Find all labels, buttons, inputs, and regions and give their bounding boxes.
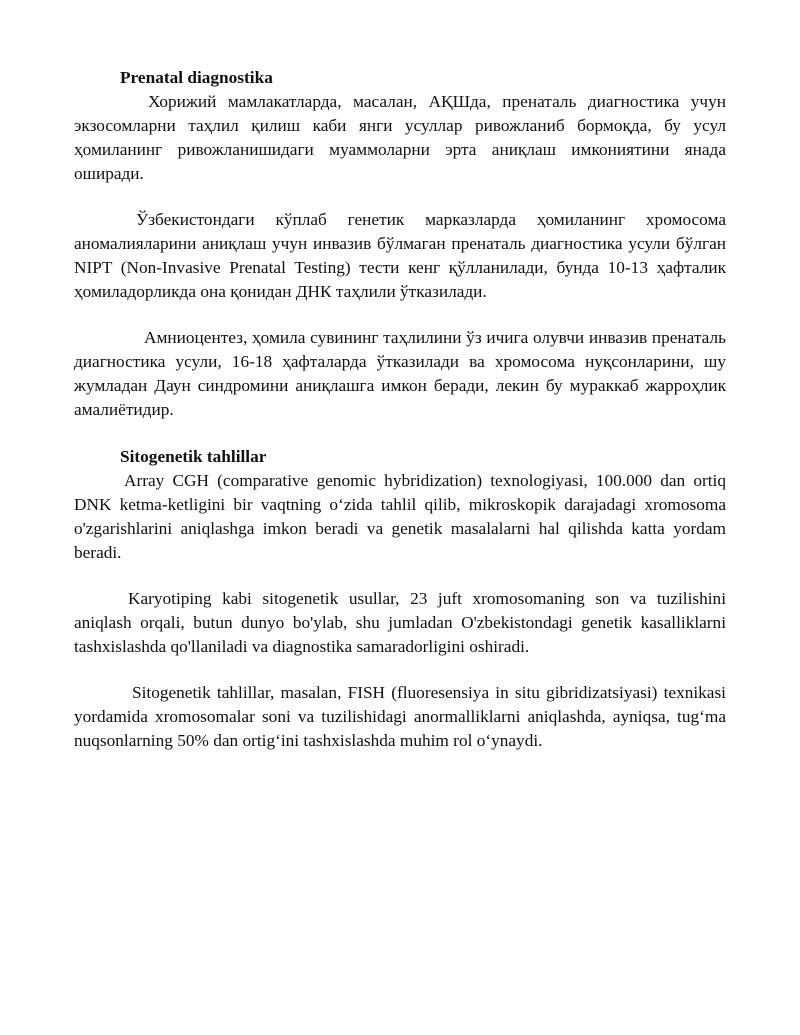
paragraph-spacer — [74, 186, 726, 208]
section-heading-prenatal: Prenatal diagnostika — [120, 68, 273, 87]
paragraph-sitogenetik-1: Array CGH (comparative genomic hybridization) texnologiyasi, 100.000 dan ortiq DNK ketma-ketligini bir vaqtning o‘zida tahlil qilib, mikroskopik darajadagi xromosoma o'zgarishlarini aniqlashga imkon beradi va genetik masalalarni hal qilishda katta yordam beradi. — [74, 471, 726, 562]
paragraph-sitogenetik-2: Karyotiping kabi sitogenetik usullar, 23 juft xromosomaning son va tuzilishini aniqlash orqali, butun dunyo bo'ylab, shu jumladan O'zbekistondagi genetik kasalliklarni tashxislashda qo'llaniladi va diagnostika samaradorligini oshiradi. — [74, 589, 726, 656]
paragraph-spacer — [74, 659, 726, 681]
paragraph-prenatal-3: Амниоцентез, ҳомила сувининг таҳлилини ўз ичига олувчи инвазив пренаталь диагностика усули, 16-18 ҳафталарда ўтказилади ва хромосома нуқсонларини, шу жумладан Даун синдромини аниқлашга имкон беради, лекин бу мураккаб жарроҳлик амалиётидир. — [74, 328, 726, 419]
section-heading-sitogenetik: Sitogenetik tahlillar — [120, 447, 267, 466]
paragraph-spacer — [74, 304, 726, 326]
paragraph-sitogenetik-3: Sitogenetik tahlillar, masalan, FISH (fluoresensiya in situ gibridizatsiyasi) texnikasi yordamida xromosomalar soni va tuzilishidagi anormalliklarni aniqlashda, ayniqsa, tug‘ma nuqsonlarning 50% dan ortig‘ini tashxislashda muhim rol o‘ynaydi. — [74, 683, 726, 750]
paragraph-prenatal-1: Хорижий мамлакатларда, масалан, АҚШда, пренаталь диагностика учун экзосомларни таҳлил қилиш каби янги усуллар ривожланиб бормоқда, бу усул ҳомиланинг ривожланишидаги муаммоларни эрта аниқлаш имкониятини янада оширади. — [74, 92, 726, 183]
document-page — [74, 66, 726, 753]
paragraph-prenatal-2: Ўзбекистондаги кўплаб генетик марказларда ҳомиланинг хромосома аномалияларини аниқлаш учун инвазив бўлмаган пренаталь диагностика усули бўлган NIPT (Non-Invasive Prenatal Testing) тести кенг қўлланилади, бунда 10-13 ҳафталик ҳомиладорликда она қонидан ДНК таҳлили ўтказилади. — [74, 210, 726, 301]
paragraph-spacer — [74, 565, 726, 587]
section-spacer — [74, 422, 726, 445]
